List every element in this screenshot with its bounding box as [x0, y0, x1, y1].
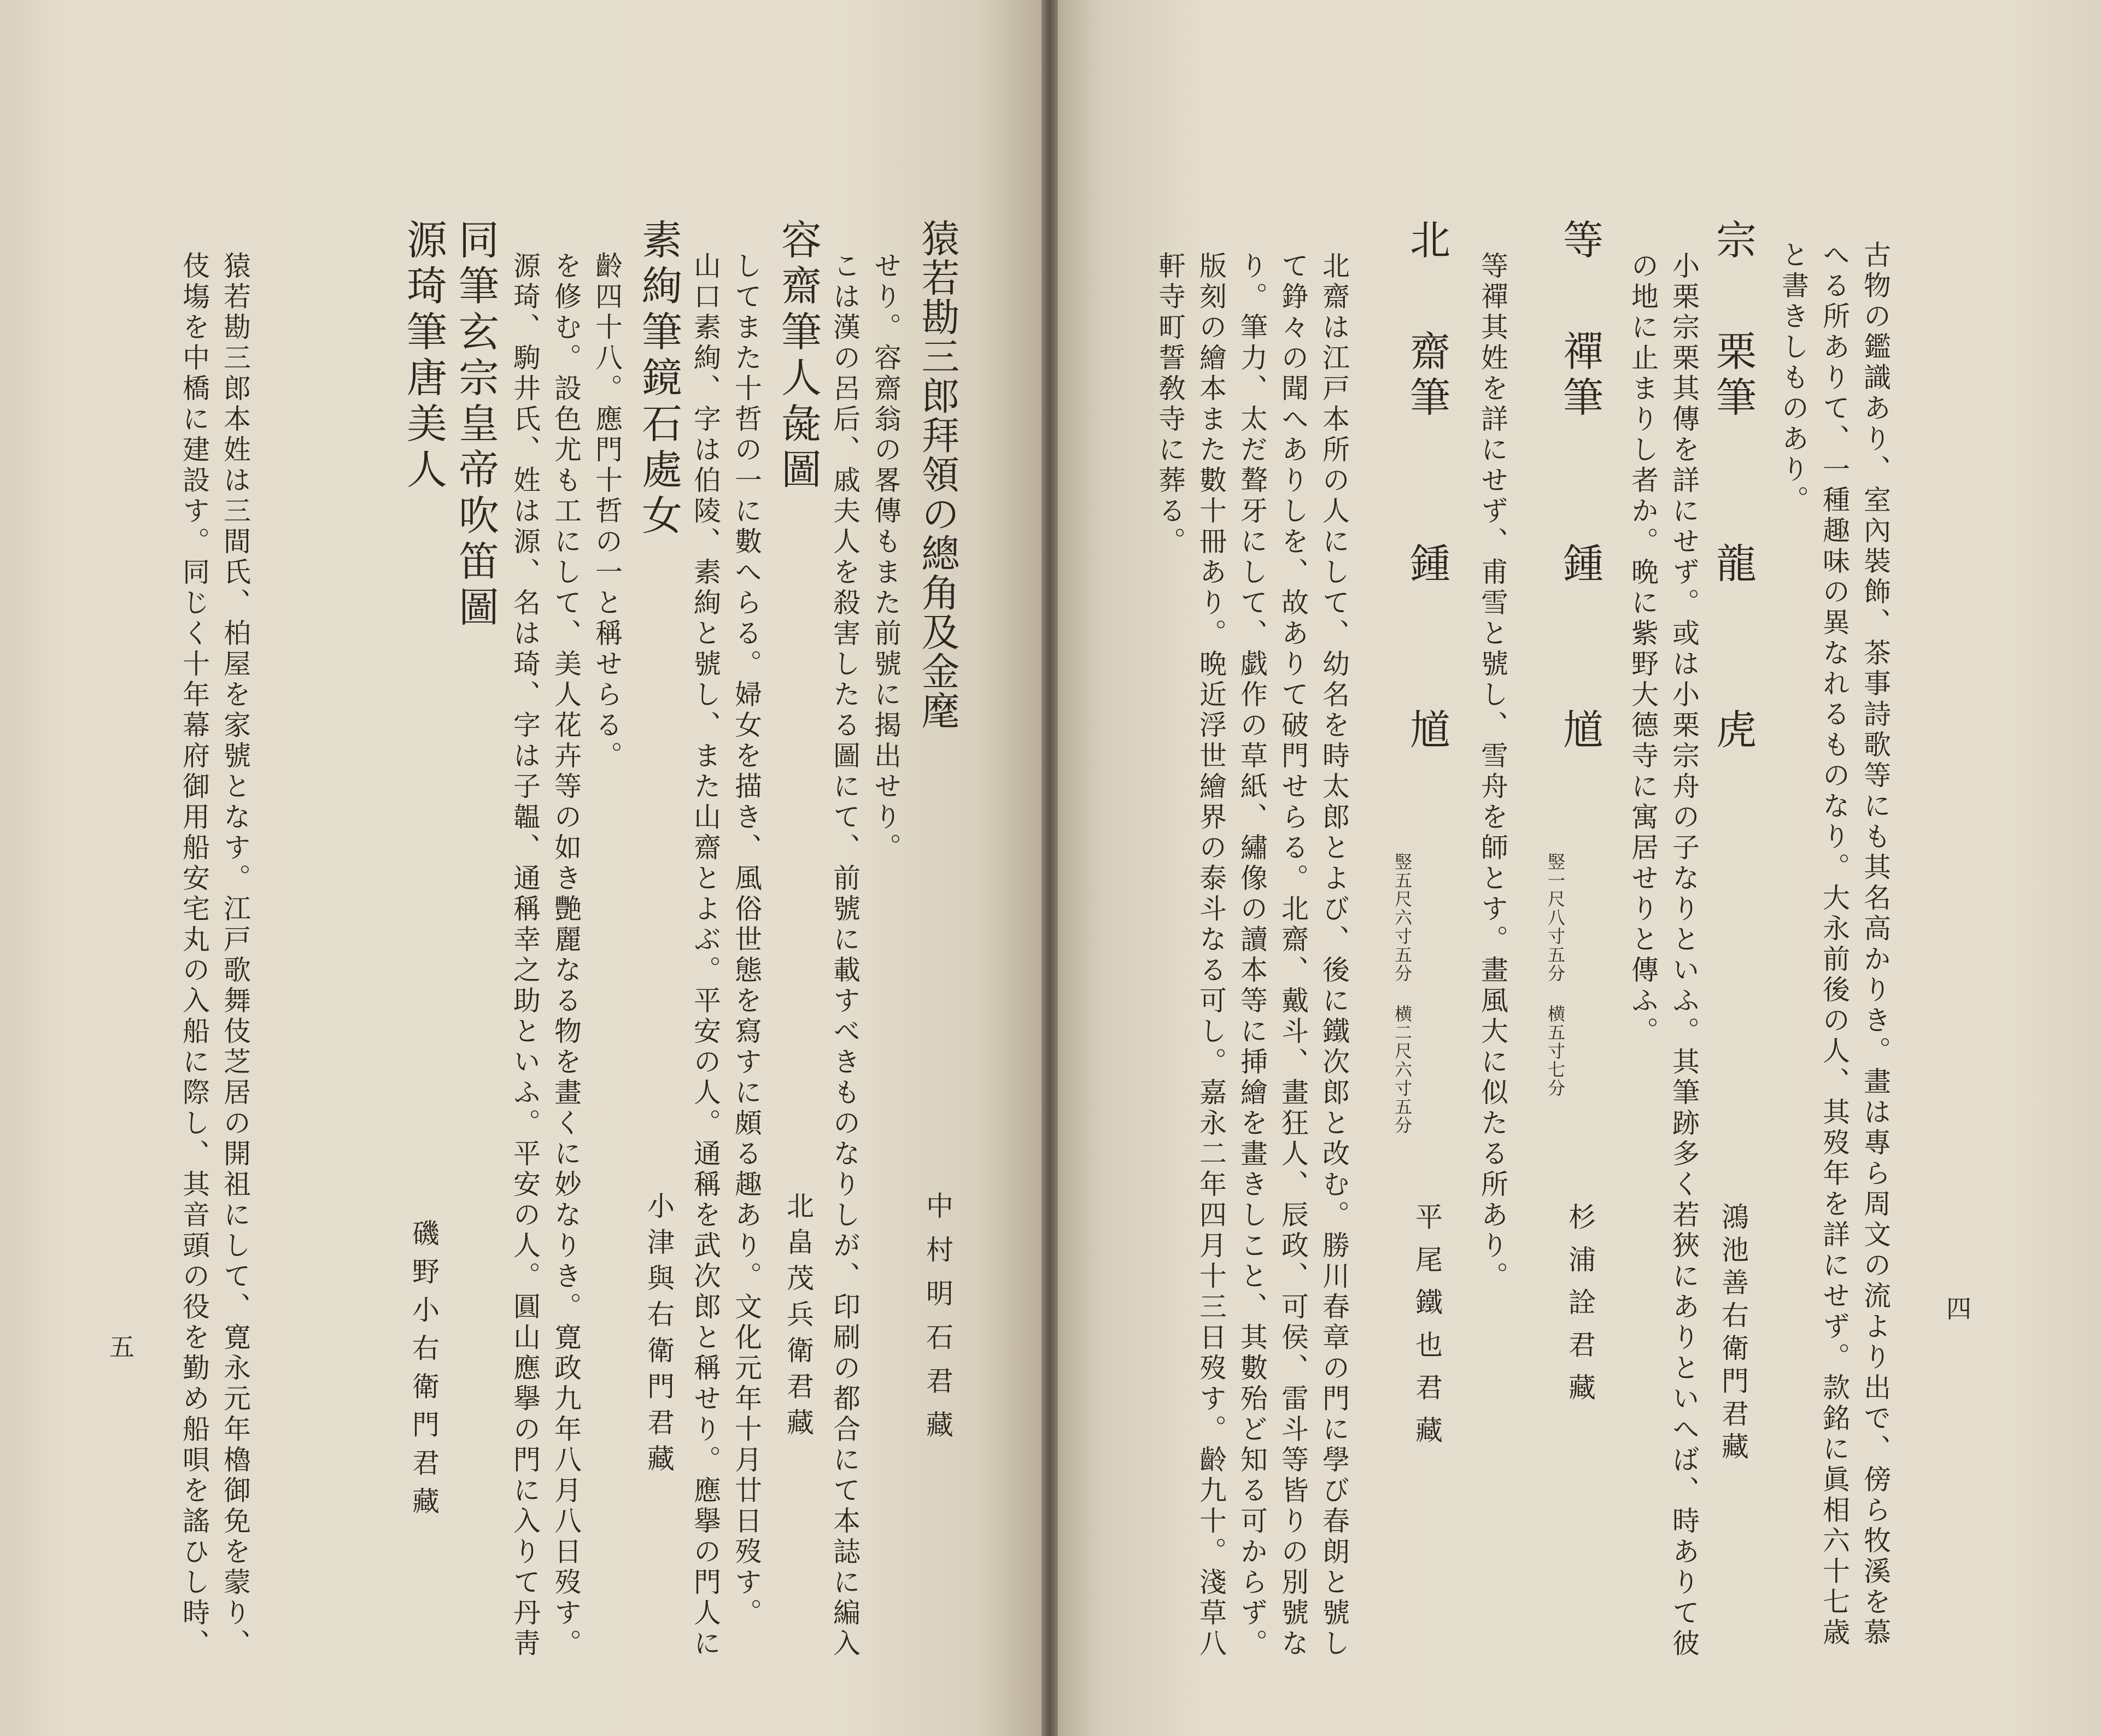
- body-line: こは漢の呂后、戚夫人を殺害したる圖にて、前號に載すべきものなりしが、印刷の都合にて本誌に編入: [829, 251, 861, 1659]
- body-soken-1: [686, 251, 724, 1659]
- body-line: せり。容齋翁の畧傳もまた前號に揭出せり。: [870, 251, 902, 864]
- body-line: と書きしものあり。: [1777, 241, 1809, 516]
- owner-text: 磯野小右衛門君藏: [408, 1219, 440, 1525]
- body-yosai-1: [826, 251, 864, 1659]
- body-line: 山口素絢、字は伯陵、素絢と號し、また山齋とよぶ。平安の人。通稱を武次郎と稱せり。應擧の門人に: [689, 251, 721, 1659]
- owner-nakamura: [918, 1192, 957, 1454]
- size-text: 竪一尺八寸五分 横五寸七分: [1545, 853, 1566, 1098]
- owner-text: 小津與右衛門君藏: [643, 1192, 675, 1480]
- body-yosai-2: [867, 251, 905, 864]
- body-line: を修む。設色尤も工にして、美人花卉等の如き艷麗なる物を畫くに妙なりき。寛政九年八月八日歿す。: [550, 251, 582, 1659]
- owner-text: 鴻池善右衛門君藏: [1717, 1203, 1749, 1465]
- entry-title-saruwaka: [915, 219, 960, 730]
- entry-title-hokusai: [1403, 219, 1450, 754]
- body-hokusai-1: [1315, 251, 1353, 1659]
- owner-text: 平尾鐵也君藏: [1411, 1203, 1443, 1458]
- book-gutter: [1041, 0, 1058, 1736]
- owner-text: 中村明石君藏: [922, 1192, 953, 1454]
- body-saruwaka-2: [175, 251, 213, 1659]
- body-genki-3: [588, 251, 626, 772]
- body-hokusai-4: [1192, 251, 1230, 1659]
- left-page: [0, 0, 1041, 1736]
- owner-text: 北畠茂兵衛君藏: [782, 1192, 814, 1444]
- body-tozen-1: [1473, 251, 1512, 1292]
- body-hokusai-3: [1233, 251, 1271, 1659]
- body-soritsu-1: [1665, 251, 1703, 1659]
- page-number-text: 四: [1942, 1295, 1972, 1324]
- title-char: 虎: [1710, 708, 1757, 754]
- page-number-left: [101, 1334, 139, 1362]
- body-line: 齡四十八。應門十哲の一と稱せらる。: [591, 251, 623, 772]
- body-hokusai-5: [1151, 251, 1189, 558]
- entry-title-text: 源琦筆唐美人: [400, 219, 447, 494]
- entry-title-soritsu: [1710, 219, 1757, 754]
- body-line: してまた十哲の一に數へらる。婦女を描き、風俗世態を寫すに頗る趣あり。文化元年十月廿日歿す。: [730, 251, 762, 1629]
- title-char: 馗: [1556, 708, 1603, 754]
- owner-konoike: [1714, 1203, 1752, 1465]
- body-genki-1: [506, 251, 544, 1659]
- entry-title-soken: [635, 219, 682, 540]
- size-text: 竪五尺六寸五分 横二尺六寸五分: [1392, 853, 1413, 1135]
- page-number-right: [1938, 1295, 1976, 1324]
- title-char: 栗筆: [1710, 330, 1757, 422]
- title-char: 鍾: [1556, 542, 1603, 588]
- subtitle-text: 同筆玄宗皇帝吹笛圖: [452, 219, 499, 632]
- title-char: 齋筆: [1403, 330, 1450, 422]
- body-line: て錚々の聞へありしを、故ありて破門せらる。北齋、戴斗、畫狂人、辰政、可侯、雷斗等皆りの別號な: [1277, 251, 1309, 1659]
- size-tozen: [1527, 853, 1565, 1098]
- owner-kitabatake: [779, 1192, 817, 1444]
- owner-text: 杉浦詮君藏: [1564, 1203, 1596, 1416]
- body-line: の地に止まりし者か。晩に紫野大德寺に寓居せりと傳ふ。: [1627, 251, 1659, 1047]
- body-line: り。筆力、太だ聱牙にして、戯作の草紙、繡像の讀本等に挿繪を畫きしこと、其數殆ど知る可からず。: [1236, 251, 1268, 1659]
- body-line: 猿若勘三郎本姓は三間氏、柏屋を家號となす。江戸歌舞伎芝居の開祖にして、寛永元年櫓御免を蒙り、: [219, 251, 251, 1659]
- owner-sugiura: [1561, 1203, 1599, 1416]
- body-line: 版刻の繪本また數十冊あり。晩近浮世繪界の泰斗なる可し。嘉永二年四月十三日歿す。齡九十。淺草八: [1195, 251, 1227, 1659]
- entry-subtitle-genso: [452, 219, 499, 632]
- owner-isono: [405, 1219, 443, 1525]
- entry-title-text: 猿若勘三郎拜領の總角及金麾: [915, 219, 960, 730]
- body-line: 源琦、駒井氏、姓は源、名は琦、字は子韞、通稱幸之助といふ。平安の人。圓山應擧の門に入りて丹靑: [509, 251, 541, 1659]
- title-char: 北: [1403, 219, 1450, 265]
- owner-ozu: [640, 1192, 678, 1480]
- body-line: 伎塲を中橋に建設す。同じく十年幕府御用船安宅丸の入船に際し、其音頭の役を勤め船唄を謠ひし時、: [178, 251, 210, 1659]
- page-number-text: 五: [106, 1334, 135, 1362]
- entry-title-tozen: [1556, 219, 1603, 754]
- body-line: 古物の鑑識あり、室內裝飾、茶事詩歌等にも其名高かりき。畫は專ら周文の流より出で、傍ら牧溪を慕: [1859, 241, 1891, 1649]
- body-line: 等禪其姓を詳にせず、甫雪と號し、雪舟を師とす。畫風大に似たる所あり。: [1477, 251, 1508, 1292]
- title-char: 等: [1556, 219, 1603, 265]
- intro-line-1: [1856, 241, 1894, 1649]
- body-line: 軒寺町誓敎寺に葬る。: [1154, 251, 1186, 558]
- title-char: 宗: [1710, 219, 1757, 265]
- body-hokusai-2: [1274, 251, 1312, 1659]
- intro-line-3: [1774, 241, 1812, 516]
- title-char: 馗: [1403, 708, 1450, 754]
- entry-title-yosai: [775, 219, 822, 494]
- entry-title-text: 素絢筆鏡石處女: [635, 219, 682, 540]
- title-char: 龍: [1710, 542, 1757, 588]
- body-soken-2: [727, 251, 765, 1629]
- title-char: 禪筆: [1556, 330, 1603, 422]
- right-page: [1058, 0, 2101, 1736]
- title-char: 鍾: [1403, 542, 1450, 588]
- entry-title-genki: [400, 219, 447, 875]
- body-genki-2: [547, 251, 585, 1659]
- body-soritsu-2: [1624, 251, 1662, 1047]
- size-hokusai: [1374, 853, 1412, 1135]
- body-saruwaka-1: [216, 251, 254, 1659]
- intro-line-2: [1815, 241, 1853, 1649]
- body-line: へる所ありて、一種趣味の異なれるものなり。大永前後の人、其歿年を詳にせず。款銘に眞相六十七歳: [1818, 241, 1850, 1649]
- entry-title-text: 容齋筆人彘圖: [775, 219, 822, 494]
- body-line: 小栗宗栗其傳を詳にせず。或は小栗宗舟の子なりといふ。其筆跡多く若狹にありといへば、時ありて彼: [1668, 251, 1700, 1659]
- owner-hirao: [1408, 1203, 1446, 1458]
- body-line: 北齋は江戸本所の人にして、幼名を時太郎とよび、後に鐵次郎と改む。勝川春章の門に學び春朗と號し: [1318, 251, 1350, 1659]
